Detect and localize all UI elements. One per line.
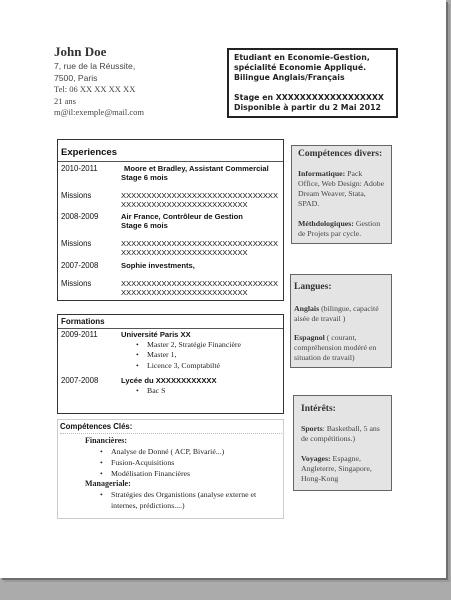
- interets-title: Intérêts:: [301, 404, 336, 414]
- voyages-l1: Espagne,: [330, 454, 361, 463]
- anglais-l2: aisée de travail ): [294, 314, 346, 323]
- exp-4-line-1: XXXXXXXXXXXXXXXXXXXXXXXXXXXXXXX: [121, 239, 279, 248]
- sports-label: Sports: [301, 424, 323, 433]
- formation-2-item-1: • Bac S: [147, 386, 165, 395]
- summary-line-4: Stage en XXXXXXXXXXXXXXXXXX: [234, 93, 384, 102]
- exp-2-line-1: XXXXXXXXXXXXXXXXXXXXXXXXXXXXXXX: [121, 191, 279, 200]
- anglais-label: Anglais: [294, 304, 320, 313]
- age: 21 ans: [54, 95, 76, 106]
- experiences-title: Experiences: [58, 140, 283, 162]
- phone: Tel: 06 XX XX XX XX: [54, 84, 136, 95]
- formation-1-item-3: • Licence 3, Comptabilté: [147, 361, 220, 370]
- informatique-label: Informatique:: [298, 169, 346, 178]
- anglais-l1: (bilingue, capacité: [319, 304, 379, 313]
- voyages-label: Voyages:: [301, 454, 331, 463]
- formation-1-item-2: • Master 1,: [147, 350, 176, 359]
- methodologiques-text: [298, 219, 394, 239]
- competences-section: [57, 419, 284, 519]
- exp-3-line-1: Air France, Contrôleur de Gestion: [121, 212, 243, 221]
- exp-1-line-1: Moore et Bradley, Assistant Commercial: [124, 164, 269, 173]
- exp-3-line-2: Stage 6 mois: [121, 221, 168, 230]
- manage-item-1: • Stratégies des Organistions (analyse externe et: [111, 490, 256, 499]
- exp-2-label: Missions: [61, 191, 92, 200]
- finance-item-2: • Fusion-Acquisitions: [111, 458, 174, 467]
- formation-1-label: 2009-2011: [61, 330, 98, 339]
- manage-title: Manageriale:: [85, 479, 131, 488]
- formation-2-school: Lycée du XXXXXXXXXXXX: [121, 376, 217, 385]
- formation-2-label: 2007-2008: [61, 376, 99, 385]
- finance-item-3: • Modélisation Financières: [111, 469, 190, 478]
- exp-6-label: Missions: [61, 279, 92, 288]
- competences-divers-title: Compétences divers:: [298, 149, 383, 159]
- summary-box: [227, 48, 398, 118]
- experiences-section: [57, 139, 284, 301]
- formation-1-school: Université Paris XX: [121, 330, 191, 339]
- candidate-name: John Doe: [54, 44, 107, 59]
- informatique-l2: Office, Web Design: Adobe: [298, 179, 385, 188]
- formations-title: Formations: [58, 315, 283, 329]
- exp-5-label: 2007-2008: [61, 261, 99, 270]
- methodologiques-l1: Gestion: [353, 219, 381, 228]
- exp-2-line-2: XXXXXXXXXXXXXXXXXXXXXXXXX: [121, 200, 248, 209]
- finance-title: Financières:: [85, 436, 128, 445]
- informatique-text: [298, 169, 394, 209]
- methodologiques-label: Méthdologiques:: [298, 219, 354, 228]
- espagnol-l2: compréhension modéré en: [294, 343, 377, 352]
- exp-6-line-2: XXXXXXXXXXXXXXXXXXXXXXXXX: [121, 288, 248, 297]
- voyages-l3: Hong-Kong: [301, 474, 339, 483]
- summary-line-5: Disponible à partir du 2 Mai 2012: [234, 103, 381, 112]
- formation-1-item-1: • Master 2, Stratégie Financière: [147, 340, 241, 349]
- summary-line-2: spécialité Economie Appliqué.: [234, 63, 367, 72]
- summary-line-1: Etudiant en Economie-Gestion,: [234, 53, 370, 62]
- methodologiques-l2: de Projets par cycle.: [298, 229, 362, 238]
- anglais-text: [294, 304, 393, 324]
- espagnol-text: [294, 333, 393, 363]
- voyages-text: [301, 454, 393, 484]
- summary-line-3: Bilingue Anglais/Français: [234, 73, 345, 82]
- exp-6-line-1: XXXXXXXXXXXXXXXXXXXXXXXXXXXXXXX: [121, 279, 279, 288]
- sports-l1: : Basketball, 5 ans: [322, 424, 380, 433]
- contact-block: [54, 61, 144, 119]
- espagnol-l1: ( courant,: [324, 333, 357, 342]
- exp-5-line-1: Sophie investments,: [121, 261, 195, 270]
- address-line-1: 7, rue de la Réussite,: [54, 61, 136, 71]
- espagnol-label: Espagnol: [294, 333, 325, 342]
- competences-divers-box: [291, 145, 392, 244]
- langues-title: Langues:: [294, 282, 332, 292]
- exp-1-line-2: Stage 6 mois: [121, 173, 168, 182]
- voyages-l2: Angleterre, Singapore,: [301, 464, 372, 473]
- manage-item-1-cont: internes, prédictions....): [111, 501, 185, 510]
- email: m@il:exemple@mail.com: [54, 107, 145, 118]
- espagnol-l3: situation de travail): [294, 353, 355, 362]
- competences-title: Compétences Clés:: [60, 422, 282, 434]
- exp-3-label: 2008-2009: [61, 212, 99, 221]
- finance-item-1: • Analyse de Donné ( ACP, Bivarié...): [111, 447, 224, 456]
- interets-box: [293, 395, 392, 491]
- address-line-2: 7500, Paris: [54, 72, 98, 83]
- langues-box: [290, 274, 392, 368]
- formations-section: [57, 314, 284, 414]
- exp-4-line-2: XXXXXXXXXXXXXXXXXXXXXXXXX: [121, 248, 248, 257]
- exp-1-label: 2010-2011: [61, 164, 98, 173]
- informatique-l1: Pack: [345, 169, 363, 178]
- informatique-l3: Dream Weaver, Stata,: [298, 189, 366, 198]
- informatique-l4: SPAD.: [298, 199, 320, 208]
- sports-text: [301, 424, 393, 444]
- sports-l2: de compétitions.): [301, 434, 356, 443]
- exp-4-label: Missions: [61, 239, 92, 248]
